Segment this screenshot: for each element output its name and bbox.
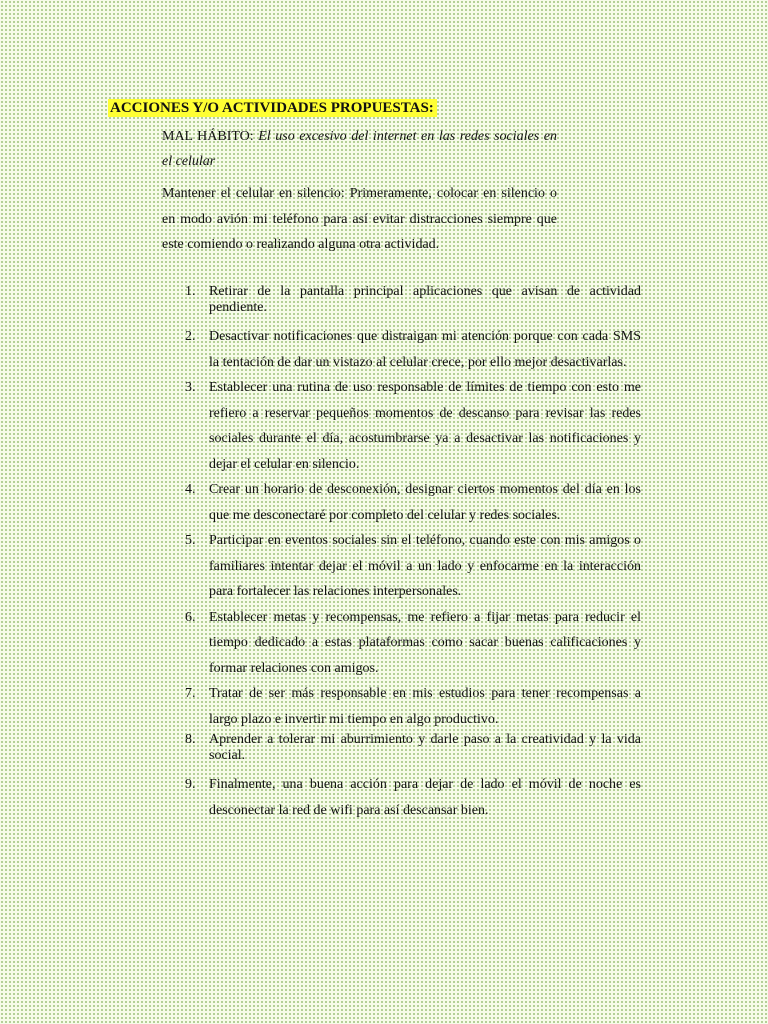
list-item-text: Desactivar notificaciones que distraigan mi atención porque con cada SMS la tentación de dar un vistazo al celular crece, por ello mejor desactivarlas. <box>209 329 641 370</box>
list-item <box>185 605 641 682</box>
list-item <box>185 284 641 316</box>
list-item <box>185 528 641 605</box>
list-item-text: Retirar de la pantalla principal aplicaciones que avisan de actividad pendiente. <box>209 284 641 315</box>
list-item-number: 9. <box>185 777 196 792</box>
list-item-number: 1. <box>185 284 196 299</box>
list-item-number: 2. <box>185 329 196 344</box>
list-item-number: 5. <box>185 533 196 548</box>
list-item-text: Finalmente, una buena acción para dejar de lado el móvil de noche es desconectar la red de wifi para así descansar bien. <box>209 777 641 818</box>
list-item-text: Participar en eventos sociales sin el teléfono, cuando este con mis amigos o familiares intentar dejar el móvil a un lado y enfocarme en la interacción para fortalecer las relaciones interpersonales. <box>209 533 641 599</box>
list-item <box>185 324 641 375</box>
list-item <box>185 477 641 528</box>
list-item-number: 4. <box>185 482 196 497</box>
list-item-text: Establecer metas y recompensas, me refiero a fijar metas para reducir el tiempo dedicado a estas plataformas como sacar buenas calificaciones y formar relaciones con amigos. <box>209 609 641 676</box>
list-item-text: Tratar de ser más responsable en mis estudios para tener recompensas a largo plazo e invertir mi tiempo en algo productivo. <box>209 686 641 727</box>
list-item-number: 8. <box>185 732 196 747</box>
list-item <box>185 681 641 732</box>
bad-habit-statement <box>162 124 557 174</box>
list-item-number: 3. <box>185 380 196 395</box>
bad-habit-label: MAL HÁBITO: <box>162 129 259 144</box>
list-item-text: Establecer una rutina de uso responsable de límites de tiempo con esto me refiero a reservar pequeños momentos de descanso para revisar las redes sociales durante el día, acostumbrarse ya a desactivar las notificaciones y dejar el celular en silencio. <box>209 380 641 472</box>
list-item <box>185 375 641 477</box>
actions-list <box>185 284 641 823</box>
list-item-number: 7. <box>185 686 196 701</box>
bad-habit-description: El uso excesivo del internet en las redes sociales en el celular <box>162 129 557 169</box>
list-item <box>185 772 641 823</box>
list-item-text: Crear un horario de desconexión, designar ciertos momentos del día en los que me desconectaré por completo del celular y redes sociales. <box>209 482 641 523</box>
list-item-text: Aprender a tolerar mi aburrimiento y darle paso a la creatividad y la vida social. <box>209 732 641 763</box>
section-heading: ACCIONES Y/O ACTIVIDADES PROPUESTAS: <box>108 99 437 117</box>
list-item-number: 6. <box>185 609 196 625</box>
intro-paragraph: Mantener el celular en silencio: Primeramente, colocar en silencio o en modo avión mi teléfono para así evitar distracciones siempre que este comiendo o realizando alguna otra actividad. <box>162 186 557 252</box>
list-item <box>185 732 641 764</box>
